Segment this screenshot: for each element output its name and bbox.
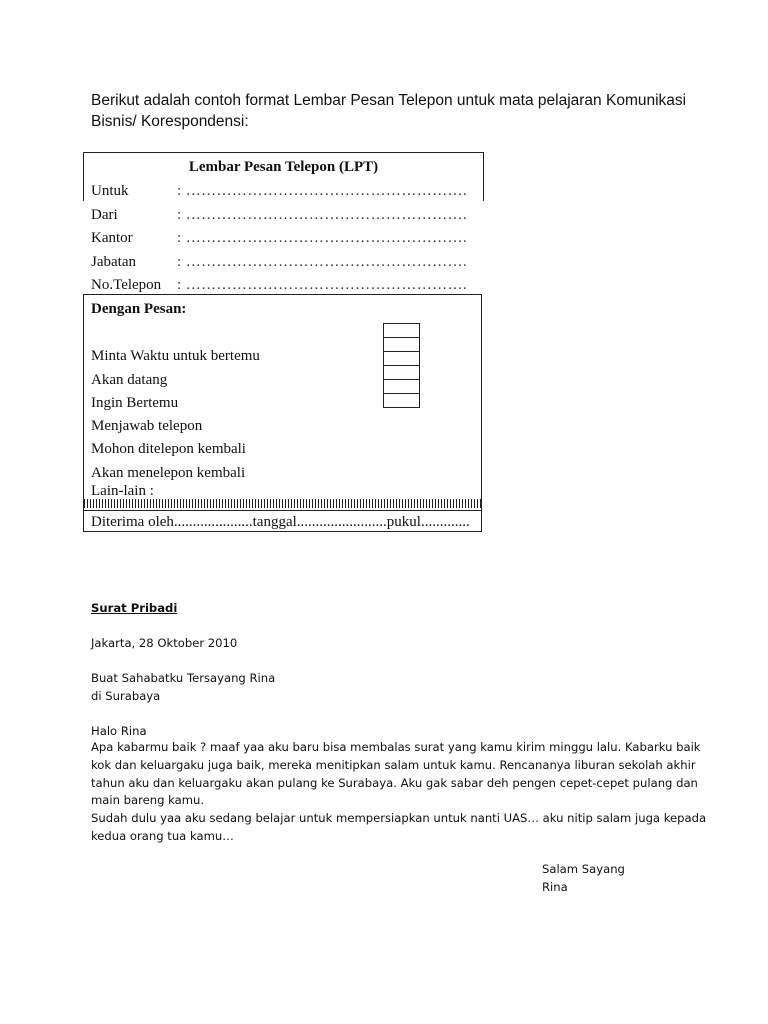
- option-lain-lain: Lain-lain :: [91, 483, 154, 499]
- letter-body-line: kedua orang tua kamu…: [91, 828, 234, 843]
- letter-body-line: Apa kabarmu baik ? maaf yaa aku baru bisa membalas surat yang kamu kirim minggu lalu. Kabarku baik: [91, 740, 701, 754]
- letter-title: Surat Pribadi: [91, 601, 178, 615]
- divider-line: [84, 510, 481, 511]
- letter-recipient-city: di Surabaya: [91, 689, 161, 703]
- checkbox[interactable]: [383, 379, 420, 393]
- checkbox[interactable]: [383, 393, 420, 408]
- letter-body-line: Sudah dulu yaa aku sedang belajar untuk mempersiapkan untuk nanti UAS… aku nitip salam juga kepada: [91, 811, 707, 826]
- checkbox-column: [383, 323, 420, 408]
- intro-line-2: Bisnis/ Korespondensi:: [91, 113, 249, 130]
- letter-signature: Rina: [542, 880, 568, 894]
- option-akan-menelepon: Akan menelepon kembali: [91, 465, 246, 481]
- letter-body-line: tahun aku dan keluargaku akan pulang ke Surabaya. Aku gak sabar deh pengen cepet-cepet pulang dan: [91, 775, 698, 790]
- option-akan-datang: Akan datang: [91, 372, 168, 388]
- field-dots: : ……………………………………………….: [177, 207, 468, 223]
- field-label: Jabatan: [91, 254, 136, 270]
- option-mohon-ditelepon: Mohon ditelepon kembali: [91, 441, 246, 457]
- field-label: No.Telepon: [91, 277, 162, 293]
- letter-greeting: Halo Rina: [91, 724, 147, 738]
- letter-body-line: main bareng kamu.: [91, 793, 205, 808]
- field-label: Untuk: [91, 183, 129, 199]
- intro-paragraph: [91, 90, 691, 132]
- checkbox[interactable]: [383, 351, 420, 365]
- pesan-title: Dengan Pesan:: [91, 301, 187, 317]
- field-dots: : ……………………………………………….: [177, 254, 468, 270]
- diterima-line: Diterima oleh.....................tanggal........................pukul.............: [91, 514, 470, 530]
- field-dots: : ……………………………………………….: [177, 277, 468, 293]
- letter-body-line: kok dan keluargaku juga baik, mereka menitipkan salam untuk kamu. Rencananya liburan sekolah akhir: [91, 757, 696, 772]
- hatched-divider: [84, 499, 481, 508]
- letter-recipient: Buat Sahabatku Tersayang Rina: [91, 671, 276, 685]
- option-ingin-bertemu: Ingin Bertemu: [91, 395, 179, 411]
- letter-date: Jakarta, 28 Oktober 2010: [91, 636, 238, 650]
- field-label: Dari: [91, 207, 118, 223]
- field-dots: : ……………………………………………….: [177, 183, 468, 199]
- field-label: Kantor: [91, 230, 133, 246]
- checkbox[interactable]: [383, 323, 420, 337]
- lpt-title: Lembar Pesan Telepon (LPT): [188, 159, 379, 175]
- checkbox[interactable]: [383, 365, 420, 379]
- intro-line-1: Berikut adalah contoh format Lembar Pesan Telepon untuk mata pelajaran Komunikasi: [91, 92, 687, 109]
- option-menjawab-telepon: Menjawab telepon: [91, 418, 203, 434]
- field-dots: : ……………………………………………….: [177, 230, 468, 246]
- checkbox[interactable]: [383, 337, 420, 351]
- letter-closing: Salam Sayang: [542, 862, 625, 876]
- letter-body: [91, 739, 706, 846]
- option-minta-waktu: Minta Waktu untuk bertemu: [91, 348, 260, 364]
